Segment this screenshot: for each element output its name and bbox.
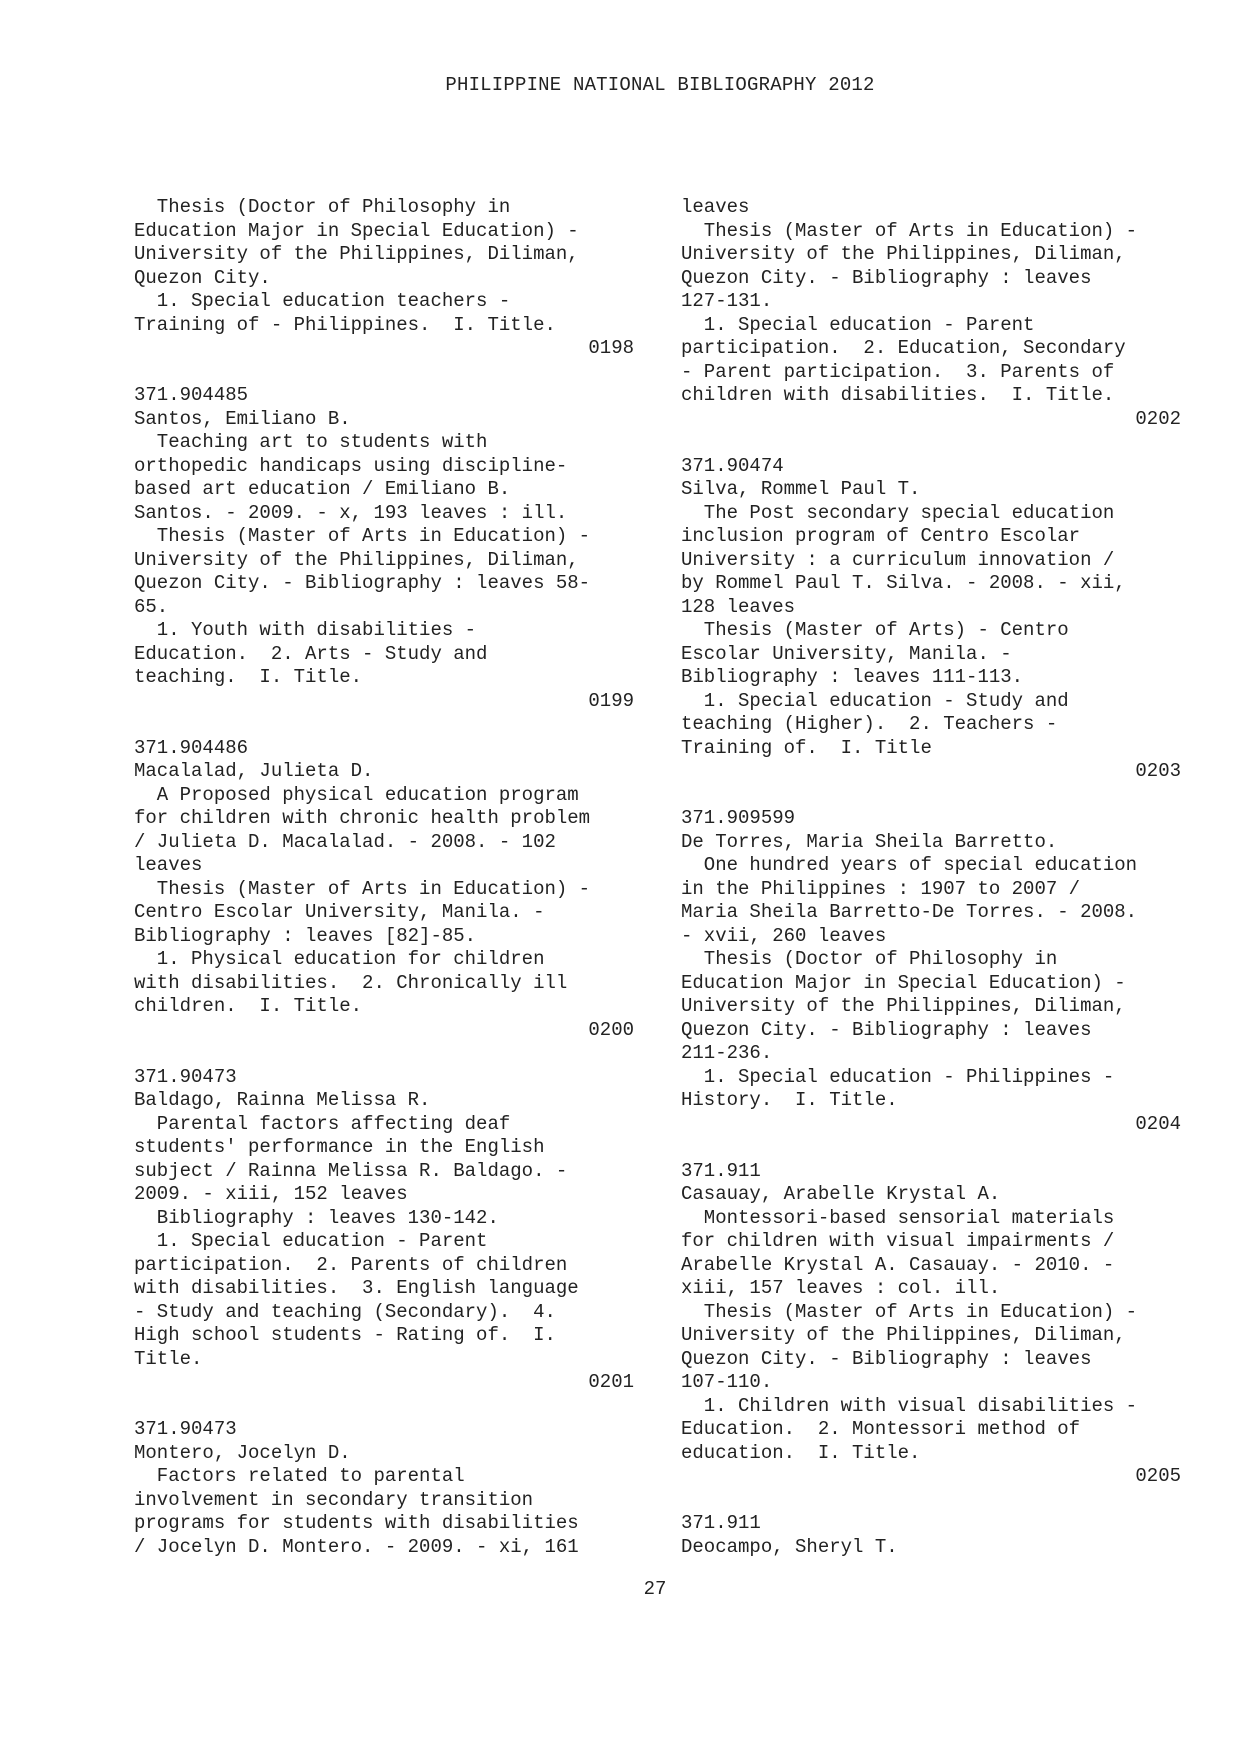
blank-line: [681, 784, 1181, 808]
text-line: - xvii, 260 leaves: [681, 924, 887, 947]
text-line: Quezon City. - Bibliography : leaves 58-: [134, 572, 591, 594]
text-line: with disabilities. 2. Chronically ill: [134, 971, 568, 994]
text-line: for children with chronic health problem: [134, 807, 591, 829]
blank-line: [134, 361, 634, 385]
page-number: 27: [643, 1578, 667, 1600]
text-line: involvement in secondary transition: [134, 1488, 534, 1511]
blank-line: [681, 1489, 1181, 1513]
text-line: Education. 2. Arts - Study and: [134, 642, 488, 665]
right-column: [681, 196, 1181, 1559]
text-line: subject / Rainna Melissa R. Baldago. -: [134, 1159, 568, 1182]
text-line: xiii, 157 leaves : col. ill.: [681, 1277, 1001, 1299]
text-line: children. I. Title.: [134, 995, 363, 1017]
entry-number: 0199: [588, 689, 634, 712]
text-line: A Proposed physical education program: [134, 783, 579, 806]
text-line: Teaching art to students with: [134, 431, 488, 453]
text-line: Factors related to parental: [134, 1465, 465, 1487]
text-line: University of the Philippines, Diliman,: [681, 243, 1126, 265]
text-line: 127-131.: [681, 290, 773, 312]
text-line: Training of. I. Title: [681, 736, 932, 759]
text-line: 128 leaves: [681, 595, 796, 618]
text-line: based art education / Emiliano B.: [134, 478, 511, 500]
text-line: Baldago, Rainna Melissa R.: [134, 1089, 431, 1111]
text-line: High school students - Rating of. I.: [134, 1324, 556, 1346]
text-line: Education. 2. Montessori method of: [681, 1418, 1081, 1440]
text-line: Quezon City. - Bibliography : leaves: [681, 1018, 1092, 1041]
text-line: orthopedic handicaps using discipline-: [134, 454, 568, 477]
text-line: University of the Philippines, Diliman,: [681, 1324, 1126, 1346]
text-line: programs for students with disabilities: [134, 1512, 579, 1534]
text-line: Macalalad, Julieta D.: [134, 760, 374, 782]
text-line: Thesis (Master of Arts in Education) -: [681, 219, 1138, 242]
text-line: / Jocelyn D. Montero. - 2009. - xi, 161: [134, 1535, 579, 1558]
text-line: 371.911: [681, 1512, 761, 1534]
text-line: Silva, Rommel Paul T.: [681, 478, 921, 500]
entry-number: 0201: [588, 1371, 634, 1393]
text-line: / Julieta D. Macalalad. - 2008. - 102: [134, 830, 556, 853]
text-line: University of the Philippines, Diliman,: [134, 548, 579, 571]
blank-line: [681, 431, 1181, 455]
running-header: PHILIPPINE NATIONAL BIBLIOGRAPHY 2012: [445, 74, 875, 96]
text-line: Education Major in Special Education) -: [681, 971, 1126, 994]
blank-line: [134, 1042, 634, 1066]
text-line: 1. Special education teachers -: [134, 290, 511, 312]
text-line: for children with visual impairments /: [681, 1230, 1115, 1252]
text-line: 1. Physical education for children: [134, 948, 545, 970]
text-line: leaves: [134, 854, 203, 876]
text-line: 371.904485: [134, 384, 249, 406]
text-line: University of the Philippines, Diliman,: [134, 243, 579, 265]
text-line: - Parent participation. 3. Parents of: [681, 360, 1115, 383]
text-line: 371.90473: [134, 1418, 237, 1440]
text-line: 1. Special education - Parent: [134, 1230, 488, 1252]
text-line: History. I. Title.: [681, 1089, 898, 1111]
text-line: Title.: [134, 1347, 203, 1370]
text-line: 1. Children with visual disabilities -: [681, 1394, 1138, 1417]
text-line: Centro Escolar University, Manila. -: [134, 901, 545, 923]
entry-number: 0203: [1135, 760, 1181, 782]
text-line: Arabelle Krystal A. Casauay. - 2010. -: [681, 1253, 1115, 1276]
text-line: The Post secondary special education: [681, 501, 1115, 524]
text-line: 1. Special education - Parent: [681, 313, 1035, 336]
text-line: 371.90474: [681, 454, 784, 477]
text-line: Quezon City. - Bibliography : leaves: [681, 266, 1092, 289]
entry-number: 0204: [1135, 1112, 1181, 1135]
text-line: University of the Philippines, Diliman,: [681, 995, 1126, 1017]
text-line: Parental factors affecting deaf: [134, 1112, 511, 1135]
text-line: Maria Sheila Barretto-De Torres. - 2008.: [681, 901, 1138, 923]
text-line: 65.: [134, 595, 169, 618]
text-line: leaves: [681, 196, 750, 218]
text-line: 371.90473: [134, 1065, 237, 1088]
text-line: 107-110.: [681, 1371, 773, 1393]
text-line: Thesis (Doctor of Philosophy in: [134, 196, 511, 218]
text-line: Quezon City.: [134, 266, 271, 289]
text-line: Montero, Jocelyn D.: [134, 1441, 351, 1464]
entry-number: 0202: [1135, 407, 1181, 430]
text-line: University : a curriculum innovation /: [681, 548, 1115, 571]
blank-line: [681, 1136, 1181, 1160]
text-line: Montessori-based sensorial materials: [681, 1206, 1115, 1229]
text-line: 371.904486: [134, 736, 249, 759]
text-line: Bibliography : leaves 130-142.: [134, 1206, 499, 1229]
text-line: Quezon City. - Bibliography : leaves: [681, 1347, 1092, 1370]
text-line: 371.911: [681, 1159, 761, 1182]
text-line: participation. 2. Parents of children: [134, 1253, 568, 1276]
text-line: teaching (Higher). 2. Teachers -: [681, 713, 1058, 735]
text-line: by Rommel Paul T. Silva. - 2008. - xii,: [681, 572, 1126, 594]
left-column: [134, 196, 634, 1559]
text-line: Thesis (Doctor of Philosophy in: [681, 948, 1058, 970]
text-line: Thesis (Master of Arts in Education) -: [134, 525, 591, 547]
text-line: Deocampo, Sheryl T.: [681, 1535, 898, 1558]
text-line: 211-236.: [681, 1042, 773, 1064]
text-line: Casauay, Arabelle Krystal A.: [681, 1183, 1001, 1205]
text-line: Thesis (Master of Arts) - Centro: [681, 619, 1069, 641]
blank-line: [134, 1395, 634, 1419]
text-line: One hundred years of special education: [681, 854, 1138, 876]
text-line: Santos, Emiliano B.: [134, 407, 351, 430]
text-line: children with disabilities. I. Title.: [681, 384, 1115, 406]
text-line: Thesis (Master of Arts in Education) -: [134, 877, 591, 900]
text-line: teaching. I. Title.: [134, 666, 363, 688]
text-line: 1. Special education - Philippines -: [681, 1065, 1115, 1088]
text-line: Training of - Philippines. I. Title.: [134, 313, 556, 336]
text-line: 1. Special education - Study and: [681, 689, 1069, 712]
text-line: students' performance in the English: [134, 1136, 545, 1158]
text-line: 2009. - xiii, 152 leaves: [134, 1183, 408, 1205]
text-line: Bibliography : leaves 111-113.: [681, 666, 1024, 688]
text-line: participation. 2. Education, Secondary: [681, 337, 1126, 359]
entry-number: 0200: [588, 1018, 634, 1041]
text-line: in the Philippines : 1907 to 2007 /: [681, 877, 1081, 900]
text-line: 1. Youth with disabilities -: [134, 619, 477, 641]
text-line: - Study and teaching (Secondary). 4.: [134, 1300, 556, 1323]
entry-number: 0205: [1135, 1465, 1181, 1487]
blank-line: [134, 713, 634, 737]
entry-number: 0198: [588, 337, 634, 359]
text-line: Education Major in Special Education) -: [134, 219, 579, 242]
text-line: education. I. Title.: [681, 1441, 921, 1464]
text-line: inclusion program of Centro Escolar: [681, 525, 1081, 547]
text-line: with disabilities. 3. English language: [134, 1277, 579, 1299]
text-line: 371.909599: [681, 807, 796, 829]
text-line: De Torres, Maria Sheila Barretto.: [681, 830, 1058, 853]
text-line: Bibliography : leaves [82]-85.: [134, 924, 477, 947]
text-line: Thesis (Master of Arts in Education) -: [681, 1300, 1138, 1323]
text-line: Escolar University, Manila. -: [681, 642, 1012, 665]
text-line: Santos. - 2009. - x, 193 leaves : ill.: [134, 501, 568, 524]
